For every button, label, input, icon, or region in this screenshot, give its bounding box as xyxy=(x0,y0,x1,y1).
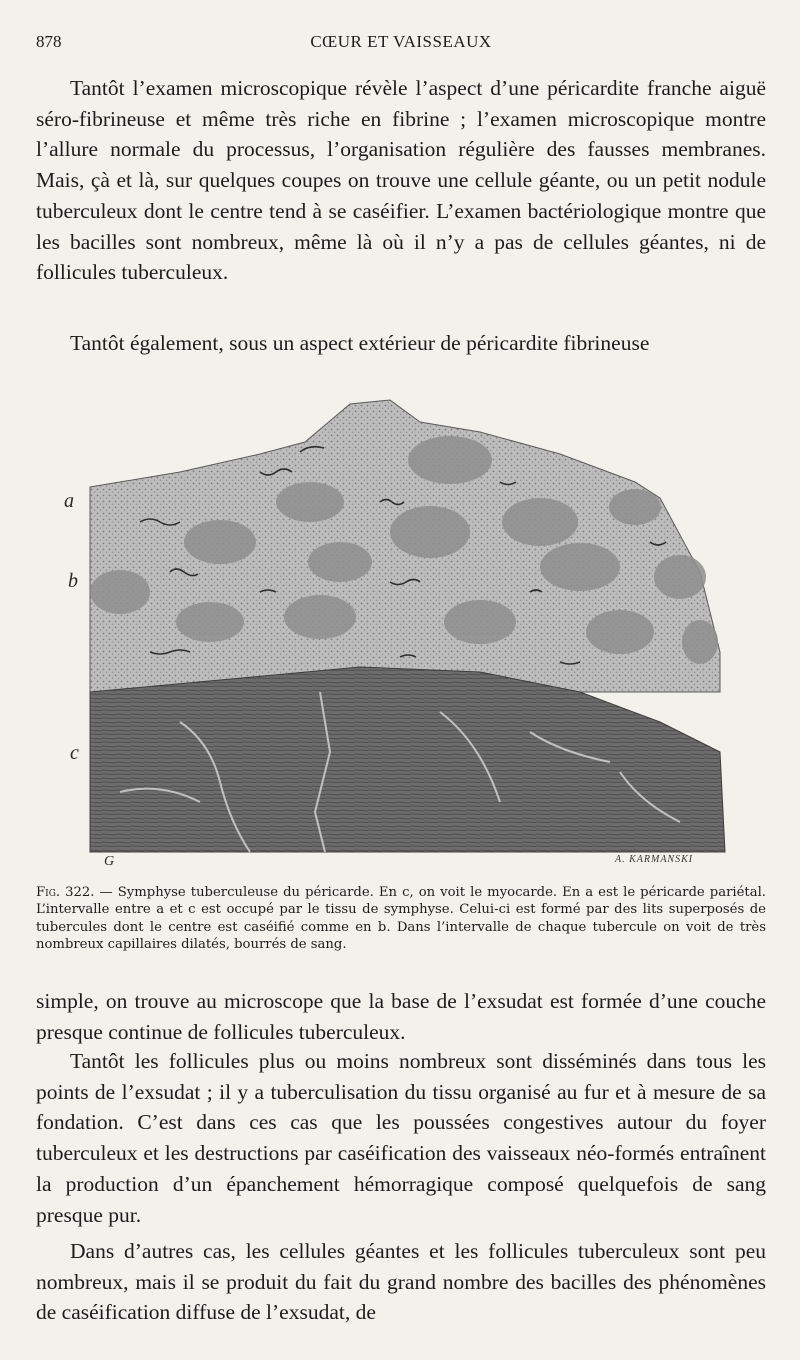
paragraph-4 xyxy=(36,1046,766,1230)
histology-figure xyxy=(60,392,740,882)
figure-label-a: a xyxy=(64,490,74,512)
tissue-illustration xyxy=(60,392,740,882)
paragraph-5 xyxy=(36,1236,766,1328)
paragraph-2-text: Tantôt également, sous un aspect extérieur de péricardite fibrineuse xyxy=(70,331,650,355)
engraver-signature: A. KARMANSKI xyxy=(615,854,694,865)
figure-caption xyxy=(36,884,766,953)
paragraph-3 xyxy=(36,986,766,1047)
figure-label-c: c xyxy=(70,742,79,764)
page-number: 878 xyxy=(36,32,62,51)
paragraph-1-text: Tantôt l’examen microscopique révèle l’aspect d’une péricardite franche aiguë séro-fibrineuse et même très riche en fibrine ; l’examen microscopique montre l’allure normale du processus, l’organisation régulière des fausses membranes. Mais, çà et là, sur quelques coupes on trouve une cellule géante, ou un petit nodule tuberculeux dont le centre tend à se caséifier. L’examen bactériologique montre que les bacilles sont nombreux, même là où il n’y a pas de cellules géantes, ni de follicules tuberculeux. xyxy=(36,76,766,285)
paragraph-5-text: Dans d’autres cas, les cellules géantes et les follicules tuberculeux sont peu nombreux, mais il se produit du fait du grand nombre des bacilles des phénomènes de caséification diffuse de l’exsudat, de xyxy=(36,1239,766,1325)
running-title: CŒUR ET VAISSEAUX xyxy=(310,32,492,51)
figure-label-b: b xyxy=(68,570,78,592)
paragraph-1 xyxy=(36,73,766,288)
caption-text: — Symphyse tuberculeuse du péricarde. En c, on voit le myocarde. En a est le péricarde pariétal. L’intervalle entre a et c est occupé par le tissu de symphyse. Celui-ci est formé par des lits superposés de tubercules dont le centre est caséifié comme en b. Dans l’intervalle de chaque tubercule on voit de très nombreux capillaires dilatés, bourrés de sang. xyxy=(36,885,766,952)
caption-figure-number: Fig. 322. xyxy=(36,885,95,900)
running-head xyxy=(36,32,766,58)
figure-label-g: G xyxy=(104,854,115,869)
paragraph-4-text: Tantôt les follicules plus ou moins nombreux sont disséminés dans tous les points de l’exsudat ; il y a tuberculisation du tissu organisé au fur et à mesure de sa fondation. C’est dans ces cas que les poussées congestives autour du foyer tuberculeux et les destructions par caséification des vaisseaux néo-formés entraînent la production d’un épanchement hémorragique composé quelquefois de sang presque pur. xyxy=(36,1049,766,1227)
myocardium xyxy=(90,667,725,852)
paragraph-3-text: simple, on trouve au microscope que la base de l’exsudat est formée d’une couche presque continue de follicules tuberculeux. xyxy=(36,989,766,1044)
paragraph-2 xyxy=(36,328,766,359)
